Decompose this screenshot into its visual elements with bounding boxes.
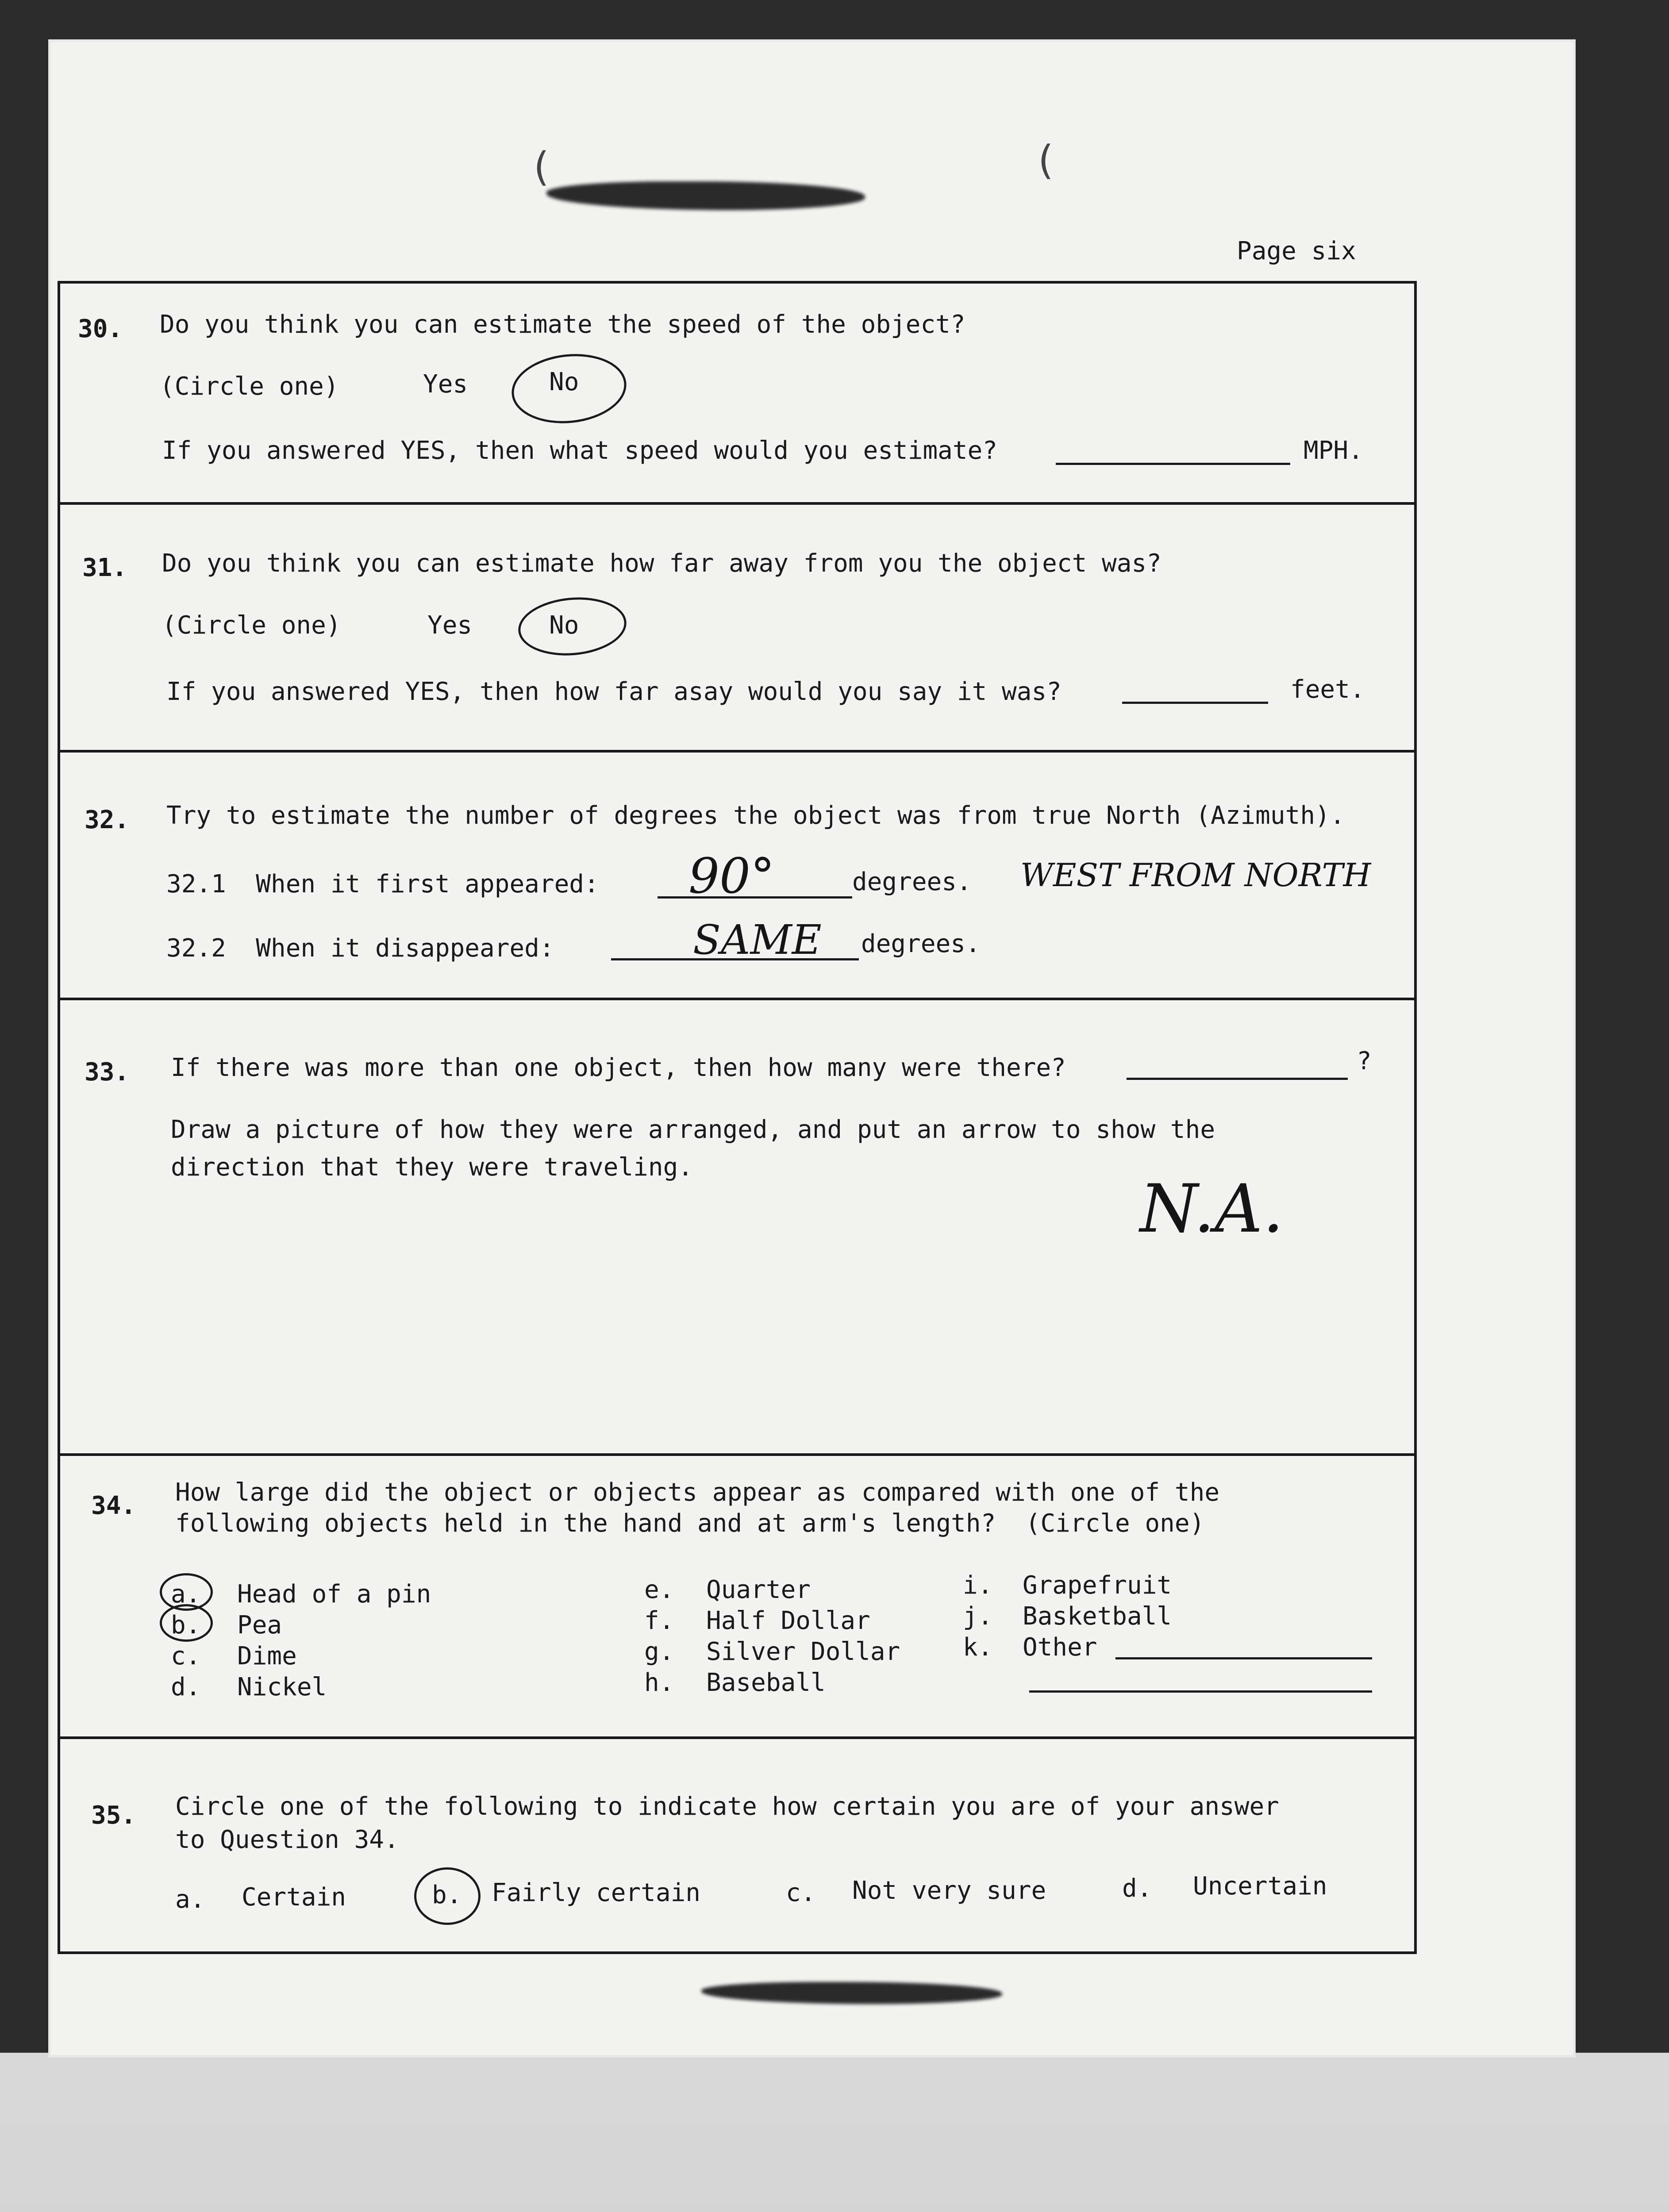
- question-text-line2: following objects held in the hand and at arm's length? (Circle one): [175, 1509, 1205, 1538]
- unit-label: MPH.: [1304, 436, 1363, 465]
- option-quarter[interactable]: Quarter: [706, 1575, 811, 1604]
- draw-instruction-1: Draw a picture of how they were arranged, and put an arrow to show the: [171, 1115, 1215, 1144]
- punch-mark-left: (: [529, 144, 553, 190]
- option-dime[interactable]: Dime: [237, 1642, 297, 1671]
- option-key: b.: [171, 1611, 201, 1640]
- other-answer-line-2[interactable]: [1029, 1690, 1372, 1693]
- follow-up-text: If you answered YES, then what speed would you estimate?: [162, 436, 998, 465]
- question-number: 30.: [78, 315, 123, 343]
- speed-answer-line[interactable]: [1056, 463, 1290, 465]
- question-text: Do you think you can estimate how far away from you the object was?: [162, 549, 1161, 578]
- circle-prompt: (Circle one): [162, 611, 341, 640]
- question-33: [60, 1000, 1414, 1456]
- option-not-very-sure[interactable]: Not very sure: [852, 1876, 1046, 1905]
- option-key: k.: [963, 1633, 993, 1662]
- option-head-of-a-pin[interactable]: Head of a pin: [237, 1580, 431, 1609]
- question-number: 31.: [82, 553, 127, 582]
- option-key: d.: [171, 1673, 201, 1701]
- follow-up-text: If you answered YES, then how far asay would you say it was?: [166, 677, 1061, 706]
- option-silver-dollar[interactable]: Silver Dollar: [706, 1637, 900, 1666]
- question-number: 33.: [85, 1058, 130, 1087]
- question-number: 34.: [91, 1491, 136, 1520]
- question-number: 32.: [85, 806, 130, 834]
- option-pea[interactable]: Pea: [237, 1611, 282, 1640]
- option-baseball[interactable]: Baseball: [706, 1668, 826, 1697]
- distance-answer-line[interactable]: [1122, 702, 1268, 704]
- option-key: a.: [171, 1580, 201, 1609]
- option-key: d.: [1122, 1874, 1152, 1903]
- circle-prompt: (Circle one): [160, 372, 339, 401]
- question-text: If there was more than one object, then how many were there?: [171, 1053, 1066, 1082]
- unit-label: degrees.: [852, 868, 972, 896]
- document-page: [51, 42, 1573, 2055]
- question-text-line2: to Question 34.: [175, 1825, 399, 1854]
- question-text: Do you think you can estimate the speed of the object?: [160, 310, 965, 339]
- question-34: [60, 1456, 1414, 1739]
- option-grapefruit[interactable]: Grapefruit: [1023, 1571, 1172, 1600]
- question-30: [60, 284, 1414, 505]
- option-no[interactable]: No: [549, 611, 579, 640]
- unit-label: feet.: [1290, 675, 1365, 704]
- unit-label: degrees.: [861, 929, 981, 958]
- question-31: [60, 505, 1414, 753]
- option-no[interactable]: No: [549, 368, 579, 396]
- option-key: a.: [175, 1885, 205, 1914]
- redaction-mark-bottom: [701, 1982, 1002, 2004]
- questionnaire-form: [58, 281, 1417, 1954]
- option-certain[interactable]: Certain: [242, 1883, 346, 1912]
- sub-question-32-2: 32.2 When it disappeared:: [166, 934, 554, 963]
- question-text-line1: How large did the object or objects appear as compared with one of the: [175, 1478, 1220, 1507]
- option-yes[interactable]: Yes: [427, 611, 473, 640]
- option-key: c.: [171, 1642, 201, 1671]
- question-number: 35.: [91, 1801, 136, 1830]
- page-label: Page six: [1237, 237, 1356, 265]
- option-uncertain[interactable]: Uncertain: [1193, 1872, 1327, 1901]
- option-key: b.: [432, 1881, 462, 1909]
- draw-instruction-2: direction that they were traveling.: [171, 1153, 693, 1182]
- answer-circle-b: [160, 1604, 213, 1642]
- other-answer-line-1[interactable]: [1115, 1657, 1372, 1659]
- option-basketball[interactable]: Basketball: [1023, 1602, 1172, 1631]
- option-yes[interactable]: Yes: [423, 370, 468, 399]
- option-key: f.: [644, 1606, 674, 1635]
- option-key: j.: [963, 1602, 993, 1631]
- end-mark: ?: [1357, 1047, 1372, 1075]
- handwritten-note: WEST FROM NORTH: [1020, 856, 1371, 894]
- question-35: [60, 1739, 1414, 1951]
- scan-background: [0, 2053, 1669, 2212]
- redaction-mark-top: [546, 181, 865, 210]
- option-other[interactable]: Other: [1023, 1633, 1097, 1662]
- option-key: g.: [644, 1637, 674, 1666]
- question-text: Try to estimate the number of degrees the object was from true North (Azimuth).: [166, 801, 1345, 830]
- option-half-dollar[interactable]: Half Dollar: [706, 1606, 870, 1635]
- question-text-line1: Circle one of the following to indicate how certain you are of your answer: [175, 1792, 1279, 1821]
- option-key: h.: [644, 1668, 674, 1697]
- option-key: i.: [963, 1571, 993, 1600]
- handwritten-answer-33: N.A.: [1140, 1171, 1284, 1248]
- handwritten-answer-32-2: SAME: [693, 916, 822, 964]
- question-32: [60, 753, 1414, 1000]
- answer-circle: [508, 349, 630, 429]
- handwritten-answer-32-1: 90°: [688, 848, 775, 904]
- option-fairly-certain[interactable]: Fairly certain: [492, 1878, 701, 1907]
- punch-mark-right: (: [1033, 137, 1058, 184]
- answer-circle: [414, 1867, 481, 1925]
- object-count-line[interactable]: [1127, 1078, 1348, 1080]
- answer-circle: [516, 593, 629, 660]
- option-key: e.: [644, 1575, 674, 1604]
- sub-question-32-1: 32.1 When it first appeared:: [166, 870, 599, 899]
- option-key: c.: [786, 1878, 816, 1907]
- option-nickel[interactable]: Nickel: [237, 1673, 327, 1701]
